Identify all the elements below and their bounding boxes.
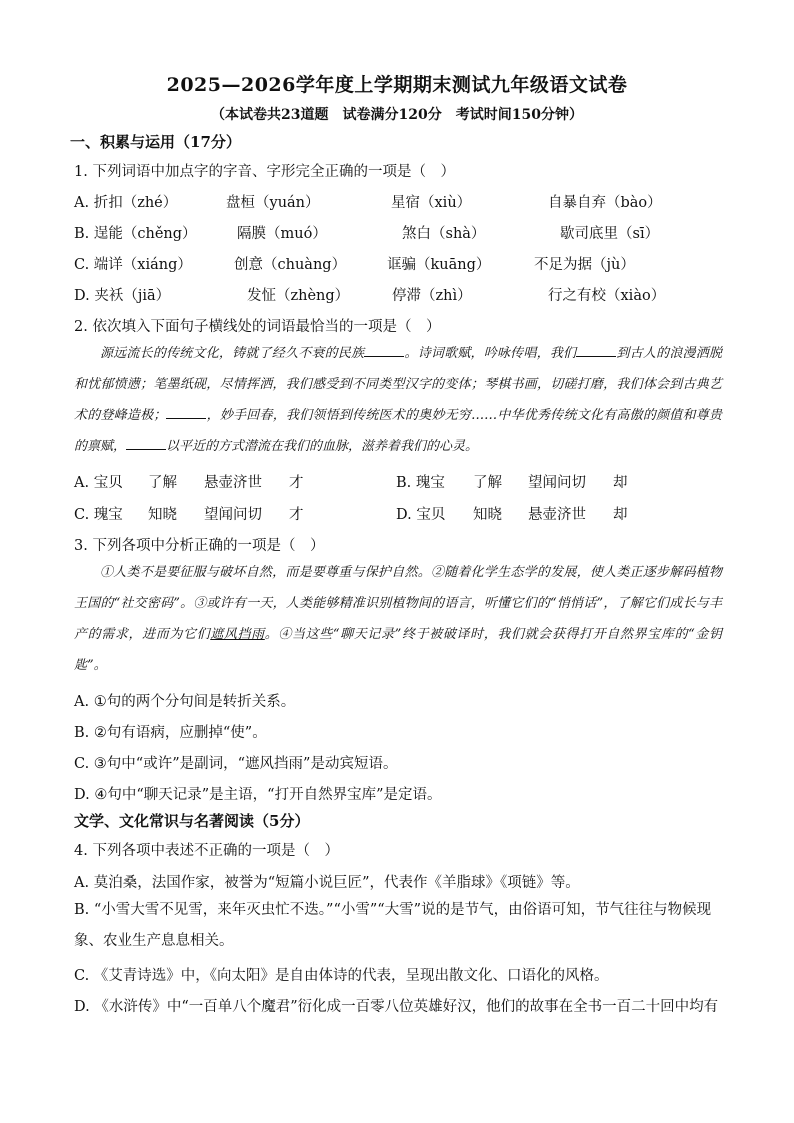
q2-option-b-4: 却	[613, 475, 628, 491]
q1-option-d-3: 停滞（zhì）	[392, 288, 472, 304]
q1-option-b-2: 隔膜（muó）	[237, 226, 327, 242]
blank-4	[126, 437, 166, 450]
q2-option-b-1: B. 瑰宝	[396, 475, 445, 491]
q1-option-b-4: 歇司底里（sī）	[560, 226, 660, 242]
blank-3	[166, 406, 206, 419]
q1-option-b-3: 煞白（shà）	[402, 226, 486, 242]
q2-option-a-2: 了解	[148, 475, 177, 491]
q4-option-b: B. “小雪大雪不见雪，来年灭虫忙不迭。”“小雪”“大雪”说的是节气，由俗语可知，节气往往与物候现象、农业生产息息相关。	[74, 902, 712, 949]
question-4-stem: 4. 下列各项中表述不正确的一项是（ ）	[74, 843, 339, 859]
q4-option-a: A. 莫泊桑，法国作家，被誉为“短篇小说巨匠”，代表作《羊脂球》《项链》等。	[74, 875, 580, 891]
q3-option-d: D. ④句中“聊天记录”是主语，“打开自然界宝库”是定语。	[74, 787, 442, 803]
q1-option-a-4: 自暴自弃（bào）	[548, 195, 662, 211]
q2-option-c-3: 望闻问切	[204, 507, 262, 523]
exam-title: 2025—2026学年度上学期期末测试九年级语文试卷	[166, 74, 628, 96]
q2-option-d-2: 知晓	[473, 507, 502, 523]
q1-option-c-4: 不足为据（jù）	[534, 257, 635, 273]
q1-option-a-1: A. 折扣（zhé）	[74, 195, 178, 211]
question-1-stem: 1. 下列词语中加点字的字音、字形完全正确的一项是（ ）	[74, 164, 455, 180]
section-heading-1: 一、积累与运用（17分）	[70, 133, 241, 151]
q1-option-d-1: D. 夹袄（jiā）	[74, 288, 171, 304]
question-3-passage: ①人类不是要征服与破坏自然，而是要尊重与保护自然。②随着化学生态学的发展，使人类正逐步解码植物王国的“社交密码”。③或许有一天，人类能够精准识别植物间的语言，听懂它们的“悄悄话”，了解它们成长与丰产的需求，进而为它们遮风挡雨。④当这些“聊天记录”终于被破译时，我们就会获得打开自然界宝库的“金钥匙”。	[74, 565, 722, 673]
q1-option-b-1: B. 逞能（chěng）	[74, 226, 197, 242]
q1-option-c-3: 诓骗（kuāng）	[387, 257, 491, 273]
underlined-phrase: 遮风挡雨	[210, 627, 265, 642]
question-2-passage: 源远流长的传统文化，铸就了经久不衰的民族 。诗词歌赋，吟咏传唱，我们 到古人的浪漫洒脱和忧郁愤懑；笔墨纸砚，尽情挥洒，我们感受到不同类型汉字的变体；琴棋书画，切磋打磨，我们体会到古典艺术的登峰造极； ，妙手回春，我们领悟到传统医术的奥妙无穷……中华优秀传统文化有高傲的颜值和尊贵的禀赋， 以平近的方式潜流在我们的血脉，滋养着我们的心灵。	[74, 346, 722, 454]
q4-option-d: D. 《水浒传》中“一百单八个魔君”衍化成一百零八位英雄好汉，他们的故事在全书一百二十回中均有	[74, 999, 719, 1015]
q1-option-d-4: 行之有校（xiào）	[548, 288, 666, 304]
exam-subtitle: （本试卷共23道题 试卷满分120分 考试时间150分钟）	[211, 107, 583, 123]
q1-option-c-2: 创意（chuàng）	[234, 257, 347, 273]
q2-option-c-1: C. 瑰宝	[74, 507, 123, 523]
q2-option-c-4: 才	[289, 507, 304, 523]
q3-option-b: B. ②句有语病，应删掉“使”。	[74, 725, 267, 741]
question-2-stem: 2. 依次填入下面句子横线处的词语最恰当的一项是（ ）	[74, 319, 441, 335]
q2-option-a-4: 才	[289, 475, 304, 491]
q2-option-c-2: 知晓	[148, 507, 177, 523]
q2-option-d-4: 却	[613, 507, 628, 523]
q2-option-a-1: A. 宝贝	[74, 475, 123, 491]
blank-2	[576, 344, 616, 357]
q2-option-a-3: 悬壶济世	[204, 475, 262, 491]
q1-option-a-2: 盘桓（yuán）	[226, 195, 320, 211]
q3-option-c: C. ③句中“或许”是副词，“遮风挡雨”是动宾短语。	[74, 756, 398, 772]
q1-option-c-1: C. 端详（xiáng）	[74, 257, 192, 273]
blank-1	[364, 344, 404, 357]
q4-option-c: C. 《艾青诗选》中，《向太阳》是自由体诗的代表，呈现出散文化、口语化的风格。	[74, 968, 609, 984]
q2-option-b-2: 了解	[473, 475, 502, 491]
q1-option-a-3: 星宿（xiù）	[391, 195, 472, 211]
q1-option-d-2: 发怔（zhèng）	[247, 288, 350, 304]
section-heading-2: 文学、文化常识与名著阅读（5分）	[74, 812, 310, 830]
q2-option-d-1: D. 宝贝	[396, 507, 446, 523]
q3-option-a: A. ①句的两个分句间是转折关系。	[74, 694, 296, 710]
question-3-stem: 3. 下列各项中分析正确的一项是（ ）	[74, 538, 325, 554]
q2-option-b-3: 望闻问切	[528, 475, 586, 491]
q2-option-d-3: 悬壶济世	[528, 507, 586, 523]
